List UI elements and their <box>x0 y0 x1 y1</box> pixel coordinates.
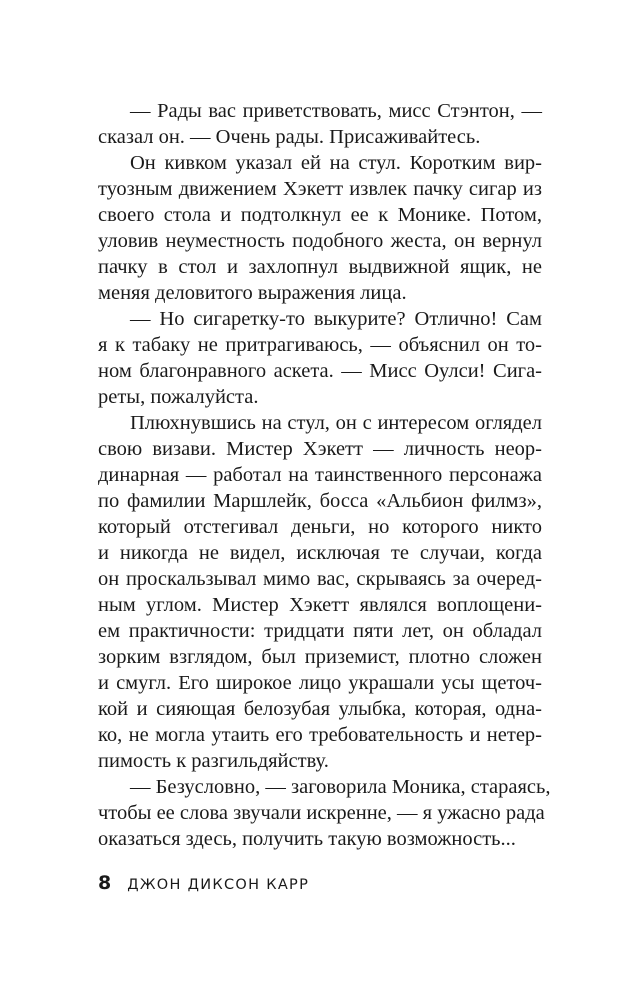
text-line-26: пимость к разгильдяйству. <box>98 750 329 772</box>
text-line-9: — Но сигаретку-то выкурите? Отлично! Сам <box>130 308 542 330</box>
text-line-15: динарная — работал на таинственного персонажа <box>98 464 542 486</box>
page-footer <box>98 872 309 894</box>
text-line-18: и никогда не видел, исключая те случаи, когда <box>98 542 542 564</box>
text-line-24: кой и сияющая белозубая улыбка, которая, одна- <box>98 698 542 720</box>
text-line-22: зорким взглядом, был приземист, плотно сложен <box>98 646 542 668</box>
text-line-17: который отстегивал деньги, но которого никто <box>98 516 542 538</box>
text-line-2: сказал он. — Очень рады. Присаживайтесь. <box>98 126 481 148</box>
text-line-25: ко, не могла утаить его требовательность и нетер- <box>98 724 542 746</box>
text-line-6: уловив неуместность подобного жеста, он вернул <box>98 230 542 252</box>
text-line-3: Он кивком указал ей на стул. Коротким вир- <box>130 152 542 174</box>
text-line-29: оказаться здесь, получить такую возможность... <box>98 828 516 850</box>
text-line-12: реты, пожалуйста. <box>98 386 259 408</box>
page-number: 8 <box>98 872 112 894</box>
text-line-5: своего стола и подтолкнул ее к Монике. Потом, <box>98 204 542 226</box>
text-line-10: я к табаку не притрагиваюсь, — объяснил он то- <box>98 334 542 356</box>
text-line-20: ным углом. Мистер Хэкетт являлся воплощени- <box>98 594 542 616</box>
text-line-28: чтобы ее слова звучали искренне, — я ужасно рада <box>98 802 545 824</box>
text-line-16: по фамилии Маршлейк, босса «Альбион филмз», <box>98 490 542 512</box>
text-line-14: свою визави. Мистер Хэкетт — личность неор- <box>98 438 542 460</box>
text-line-7: пачку в стол и захлопнул выдвижной ящик, не <box>98 256 542 278</box>
text-line-1: — Рады вас приветствовать, мисс Стэнтон, — <box>130 100 542 122</box>
text-line-13: Плюхнувшись на стул, он с интересом оглядел <box>130 412 542 434</box>
text-line-8: меняя деловитого выражения лица. <box>98 282 407 304</box>
text-line-11: ном благонравного аскета. — Мисс Оулси! Сига- <box>98 360 542 382</box>
text-line-21: ем практичности: тридцати пяти лет, он обладал <box>98 620 542 642</box>
text-line-27: — Безусловно, — заговорила Моника, стараясь, <box>130 776 551 798</box>
text-line-23: и смугл. Его широкое лицо украшали усы щеточ- <box>98 672 542 694</box>
text-line-19: он проскальзывал мимо вас, скрываясь за очеред- <box>98 568 542 590</box>
running-head-author: ДЖОН ДИКСОН КАРР <box>127 877 310 893</box>
text-line-4: туозным движением Хэкетт извлек пачку сигар из <box>98 178 542 200</box>
